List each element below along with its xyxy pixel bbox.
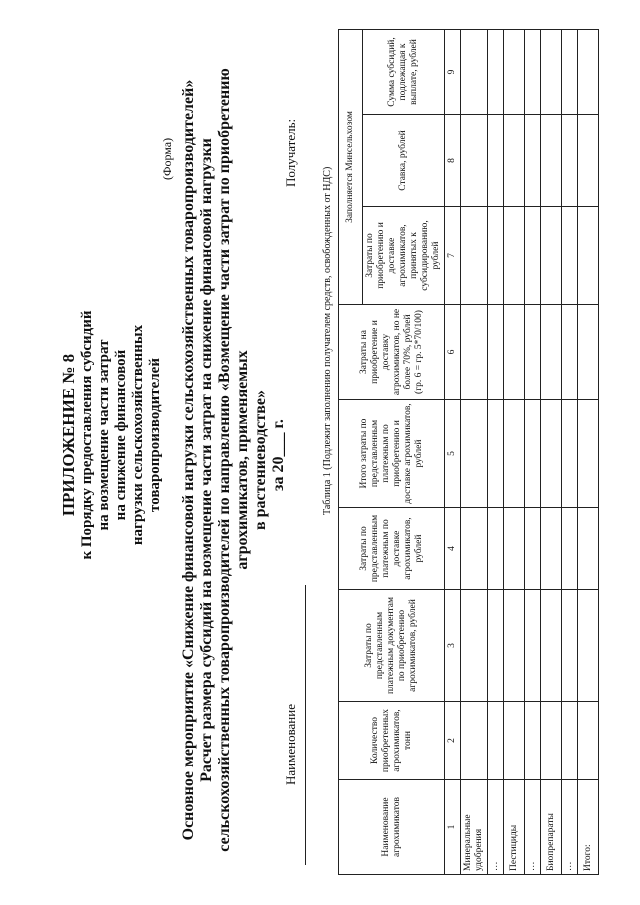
event-line: агрохимикатов, применяемых [234,350,251,570]
table-row-total [578,29,599,874]
col-header: Количество приобретенных агрохимикатов, тонн [339,702,445,780]
col-header: Затраты по представленным платежным документам по приобретению агрохимикатов, рублей [339,590,445,702]
column-number: 8 [445,115,461,207]
column-number: 1 [445,780,461,875]
row-label: Пестициды [504,780,525,875]
appendix-header [60,235,164,635]
table-header-group-row [339,29,363,874]
column-number: 7 [445,207,461,305]
row-label: Биопрепараты [541,780,562,875]
row-label: … [525,780,541,875]
column-number: 6 [445,305,461,400]
appendix-number: ПРИЛОЖЕНИЕ № 8 [59,353,78,517]
name-label: Наименование [283,704,298,785]
ministry-header: Заполняется Минсельхозом [339,29,363,304]
col-header: Затраты на приобретение и доставку агрохимикатов, но не более 70%, рублей (гр. 6 = гр. 5*70/100) [339,305,445,400]
event-line: сельскохозяйственных товаропроизводителей по направлению «Возмещение части затрат по приобретению [216,68,233,852]
event-line: в растениеводстве» [252,390,269,531]
period-label: за 20___ г. [270,419,287,491]
row-label: Минеральные удобрения [461,780,488,875]
event-line: Основное мероприятие «Снижение финансовой нагрузки сельскохозяйственных товаропроизводителей» [180,79,197,841]
row-label: … [488,780,504,875]
event-line: Расчет размера субсидий на возмещение части затрат на снижение финансовой нагрузки [198,138,215,782]
table-row [488,29,504,874]
table-row [525,29,541,874]
appendix-line: на снижение финансовой [113,349,129,521]
appendix-line: товаропроизводителей [147,358,163,512]
col-header: Наименование агрохимикатов [339,780,445,875]
row-label: … [562,780,578,875]
col-header: Затраты по приобретению и доставке агрохимикатов, принятых к субсидированию, рублей [363,207,445,305]
appendix-line: к Порядку предоставления субсидий [79,310,95,560]
event-title [180,60,270,860]
column-number: 5 [445,400,461,508]
calculation-table [338,29,599,875]
row-label: Итого: [578,780,599,875]
column-number: 3 [445,590,461,702]
table-caption: Таблица 1 (Подлежит заполнению получателем средств, освобожденных от НДС) [322,166,333,515]
appendix-line: на возмещение части затрат [96,339,112,531]
column-number-row [445,29,461,874]
form-label: (Форма) [160,137,174,180]
col-header: Ставка, рублей [363,115,445,207]
col-header: Сумма субсидий, подлежащая к выплате, рублей [363,29,445,114]
col-header: Затраты по представленным платежным по доставке агрохимикатов, рублей [339,508,445,590]
column-number: 4 [445,508,461,590]
appendix-line: нагрузки сельскохозяйственных [130,324,146,546]
table-row [562,29,578,874]
recipient-label: Получатель: [283,118,298,187]
table-row [504,29,525,874]
table-row [541,29,562,874]
table-row [461,29,488,874]
col-header: Итого затраты по представленным платежным по приобретению и доставке агрохимикатов, рублей [339,400,445,508]
column-number: 9 [445,29,461,114]
column-number: 2 [445,702,461,780]
name-underline [305,585,306,865]
